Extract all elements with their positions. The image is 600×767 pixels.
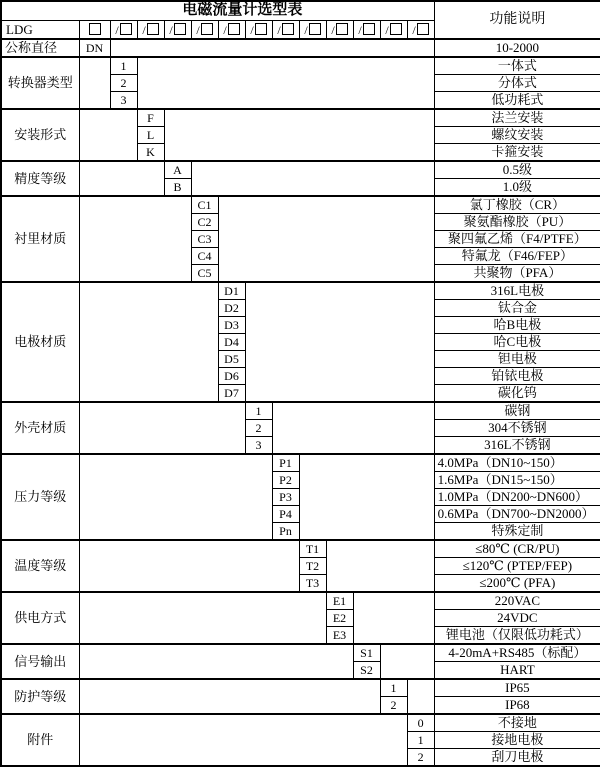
code-cell: D4 xyxy=(218,334,245,351)
blank-region xyxy=(326,540,434,592)
description-cell: 220VAC xyxy=(434,592,600,610)
code-cell: 1 xyxy=(110,57,137,75)
blank-region xyxy=(79,540,299,592)
description-cell: 10-2000 xyxy=(434,39,600,57)
code-cell: D7 xyxy=(218,385,245,403)
category-label: 压力等级 xyxy=(1,454,79,540)
code-cell: Pn xyxy=(272,523,299,541)
blank-box-icon xyxy=(336,23,348,35)
description-cell: 接地电极 xyxy=(434,732,600,749)
blank-box-icon xyxy=(417,23,429,35)
description-cell: 哈B电极 xyxy=(434,317,600,334)
description-cell: HART xyxy=(434,662,600,680)
table-row xyxy=(1,196,600,214)
blank-box-icon xyxy=(390,23,402,35)
description-cell: 低功耗式 xyxy=(434,92,600,110)
category-label: 精度等级 xyxy=(1,161,79,196)
description-cell: ≤80℃ (CR/PU) xyxy=(434,540,600,558)
code-cell: D3 xyxy=(218,317,245,334)
code-cell: C1 xyxy=(191,196,218,214)
description-cell: 316L不锈钢 xyxy=(434,437,600,455)
code-cell: 1 xyxy=(407,732,434,749)
table-row xyxy=(1,402,600,420)
description-cell: 碳钢 xyxy=(434,402,600,420)
code-cell: B xyxy=(164,179,191,197)
description-cell: 铂铱电极 xyxy=(434,368,600,385)
blank-region xyxy=(79,196,191,282)
code-cell: 2 xyxy=(245,420,272,437)
code-cell: D6 xyxy=(218,368,245,385)
blank-region xyxy=(407,679,434,714)
blank-region xyxy=(272,402,434,454)
category-label: 外壳材质 xyxy=(1,402,79,454)
category-label: 信号输出 xyxy=(1,644,79,679)
blank-region xyxy=(191,161,434,196)
description-cell: IP68 xyxy=(434,697,600,715)
blank-box-icon xyxy=(228,23,240,35)
model-code-box: / xyxy=(326,21,353,40)
blank-box-icon xyxy=(282,23,294,35)
code-cell: E1 xyxy=(326,592,353,610)
description-cell: 钽电极 xyxy=(434,351,600,368)
description-cell: ≤200℃ (PFA) xyxy=(434,575,600,593)
category-label: 安装形式 xyxy=(1,109,79,161)
blank-region xyxy=(164,109,434,161)
table-row xyxy=(1,644,600,662)
code-cell: P3 xyxy=(272,489,299,506)
blank-region xyxy=(245,282,434,402)
code-cell: K xyxy=(137,144,164,162)
description-cell: 4-20mA+RS485（标配） xyxy=(434,644,600,662)
description-cell: 1.6MPa（DN15~150） xyxy=(434,472,600,489)
table-row xyxy=(1,39,600,57)
description-cell: 钛合金 xyxy=(434,300,600,317)
code-cell: S2 xyxy=(353,662,380,680)
description-cell: 聚四氟乙烯（F4/PTFE） xyxy=(434,231,600,248)
blank-region xyxy=(79,679,380,714)
description-cell: 24VDC xyxy=(434,610,600,627)
table-row xyxy=(1,679,600,697)
category-label: 衬里材质 xyxy=(1,196,79,282)
blank-region xyxy=(79,714,407,766)
model-code-box: / xyxy=(191,21,218,40)
blank-box-icon xyxy=(363,23,375,35)
description-cell: 304不锈钢 xyxy=(434,420,600,437)
table-row xyxy=(1,592,600,610)
category-label: 电极材质 xyxy=(1,282,79,402)
model-code-box: / xyxy=(218,21,245,40)
description-cell: 共聚物（PFA） xyxy=(434,265,600,283)
description-cell: 聚氨酯橡胶（PU） xyxy=(434,214,600,231)
code-cell: T1 xyxy=(299,540,326,558)
model-code-box: / xyxy=(299,21,326,40)
code-cell: 2 xyxy=(110,75,137,92)
code-cell: D2 xyxy=(218,300,245,317)
model-code-box: / xyxy=(380,21,407,40)
description-cell: 1.0级 xyxy=(434,179,600,197)
blank-box-icon xyxy=(309,23,321,35)
blank-box-icon xyxy=(147,23,159,35)
category-label: 转换器类型 xyxy=(1,57,79,109)
blank-box-icon xyxy=(120,23,132,35)
title-row xyxy=(1,1,600,21)
description-cell: 法兰安装 xyxy=(434,109,600,127)
description-cell: 不接地 xyxy=(434,714,600,732)
model-code-box: / xyxy=(164,21,191,40)
code-cell: 0 xyxy=(407,714,434,732)
model-code-box: / xyxy=(137,21,164,40)
code-cell: T3 xyxy=(299,575,326,593)
blank-region xyxy=(353,592,434,644)
code-cell: T2 xyxy=(299,558,326,575)
blank-region xyxy=(79,57,110,109)
blank-region xyxy=(79,109,137,161)
blank-box-icon xyxy=(255,23,267,35)
description-cell: 特氟龙（F46/FEP） xyxy=(434,248,600,265)
code-cell: P2 xyxy=(272,472,299,489)
code-cell: 2 xyxy=(407,749,434,767)
description-cell: 0.5级 xyxy=(434,161,600,179)
description-cell: 碳化钨 xyxy=(434,385,600,403)
code-cell: P1 xyxy=(272,454,299,472)
code-cell: D1 xyxy=(218,282,245,300)
description-cell: 316L电极 xyxy=(434,282,600,300)
description-cell: 螺纹安装 xyxy=(434,127,600,144)
table-row xyxy=(1,454,600,472)
blank-box-icon xyxy=(89,23,101,35)
model-code-box: / xyxy=(353,21,380,40)
code-cell: C5 xyxy=(191,265,218,283)
description-cell: 1.0MPa（DN200~DN600） xyxy=(434,489,600,506)
code-cell: 2 xyxy=(380,697,407,715)
category-label: 公称直径 xyxy=(1,39,79,57)
category-label: 温度等级 xyxy=(1,540,79,592)
table-row xyxy=(1,714,600,732)
code-cell: P4 xyxy=(272,506,299,523)
blank-region xyxy=(79,282,218,402)
code-cell: C4 xyxy=(191,248,218,265)
code-cell: C3 xyxy=(191,231,218,248)
description-cell: 4.0MPa（DN10~150） xyxy=(434,454,600,472)
table-row xyxy=(1,57,600,75)
table-row xyxy=(1,161,600,179)
table-row xyxy=(1,109,600,127)
description-cell: 刮刀电极 xyxy=(434,749,600,767)
description-cell: 哈C电极 xyxy=(434,334,600,351)
blank-region xyxy=(137,57,434,109)
description-cell: 分体式 xyxy=(434,75,600,92)
code-cell: DN xyxy=(79,39,110,57)
code-cell: F xyxy=(137,109,164,127)
description-cell: 卡箍安装 xyxy=(434,144,600,162)
description-cell: 特殊定制 xyxy=(434,523,600,541)
table-row xyxy=(1,282,600,300)
model-code-box: / xyxy=(245,21,272,40)
description-cell: ≤120℃ (PTEP/FEP) xyxy=(434,558,600,575)
code-cell: L xyxy=(137,127,164,144)
code-cell: 3 xyxy=(245,437,272,455)
blank-region xyxy=(79,592,326,644)
blank-region xyxy=(79,644,353,679)
description-cell: 0.6MPa（DN700~DN2000） xyxy=(434,506,600,523)
model-code-box: / xyxy=(110,21,137,40)
code-cell: A xyxy=(164,161,191,179)
code-cell: S1 xyxy=(353,644,380,662)
blank-box-icon xyxy=(201,23,213,35)
code-cell: 1 xyxy=(380,679,407,697)
category-label: 防护等级 xyxy=(1,679,79,714)
code-cell: C2 xyxy=(191,214,218,231)
blank-region xyxy=(79,161,164,196)
code-cell: E3 xyxy=(326,627,353,645)
code-cell: 3 xyxy=(110,92,137,110)
description-cell: 氯丁橡胶（CR） xyxy=(434,196,600,214)
model-code-box: / xyxy=(407,21,434,40)
category-label: 附件 xyxy=(1,714,79,766)
model-code-box xyxy=(79,21,110,40)
blank-box-icon xyxy=(174,23,186,35)
blank-region xyxy=(380,644,434,679)
blank-region xyxy=(218,196,434,282)
page-title: 电磁流量计选型表 xyxy=(1,1,434,21)
table-row xyxy=(1,540,600,558)
code-cell: 1 xyxy=(245,402,272,420)
description-cell: 锂电池（仅限低功耗式） xyxy=(434,627,600,645)
code-cell: E2 xyxy=(326,610,353,627)
model-prefix: LDG xyxy=(1,21,79,40)
blank-region xyxy=(79,454,272,540)
model-code-box: / xyxy=(272,21,299,40)
blank-region xyxy=(110,39,434,57)
blank-region xyxy=(79,402,245,454)
blank-region xyxy=(299,454,434,540)
description-cell: 一体式 xyxy=(434,57,600,75)
description-cell: IP65 xyxy=(434,679,600,697)
category-label: 供电方式 xyxy=(1,592,79,644)
function-column-header: 功能说明 xyxy=(434,1,600,39)
code-cell: D5 xyxy=(218,351,245,368)
